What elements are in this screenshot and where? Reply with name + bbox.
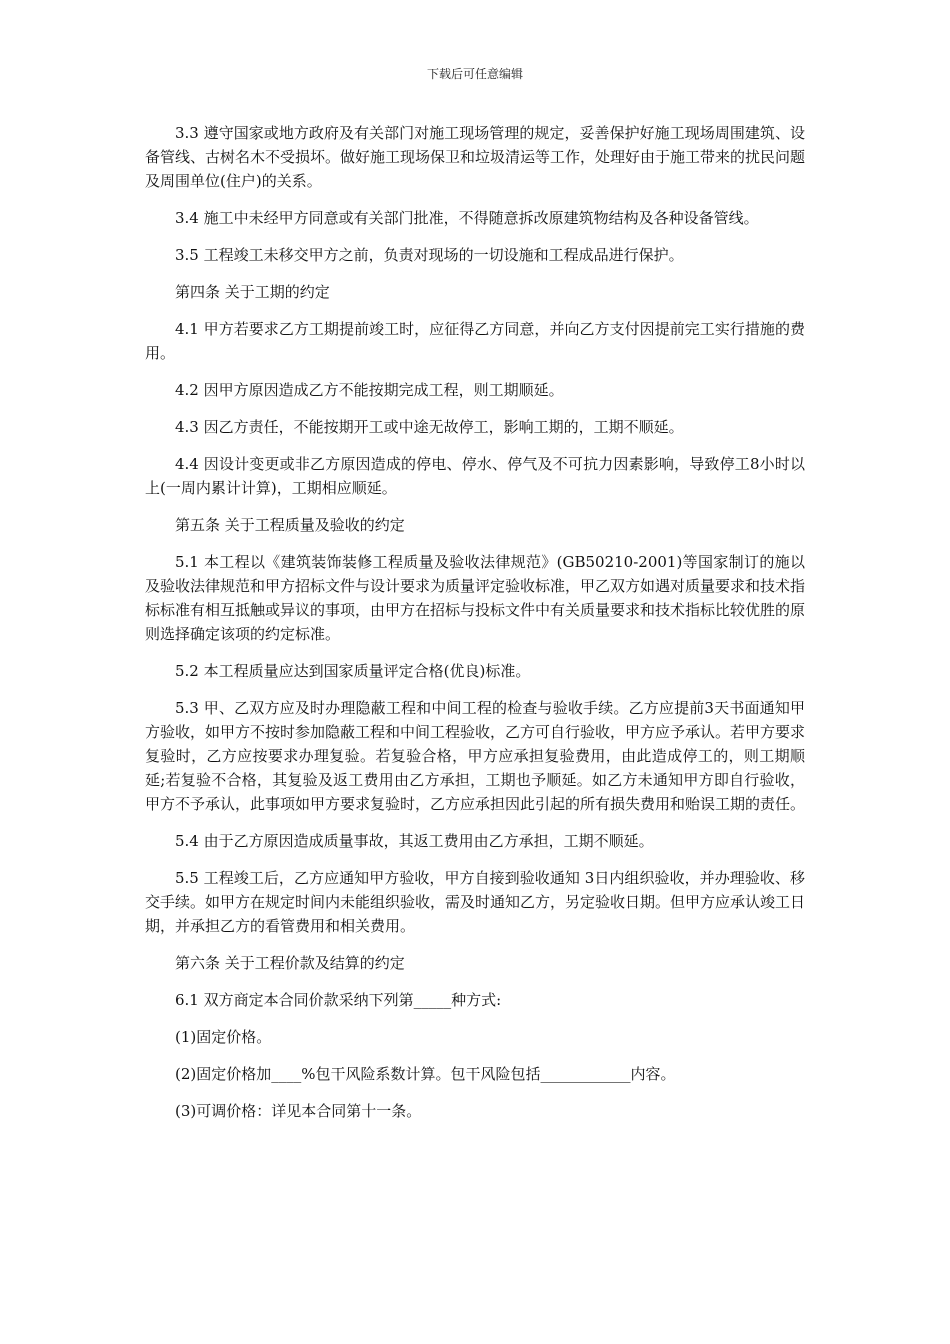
article-4-heading: 第四条 关于工期的约定 [175, 283, 330, 301]
article-5-heading: 第五条 关于工程质量及验收的约定 [175, 516, 405, 534]
option-2: (2)固定价格加____%包干风险系数计算。包干风险包括____________内容。 [175, 1065, 676, 1083]
clause-4-3: 4.3 因乙方责任，不能按期开工或中途无故停工，影响工期的，工期不顺延。 [175, 418, 684, 436]
clause-5-3: 5.3 甲、乙双方应及时办理隐蔽工程和中间工程的检查与验收手续。乙方应提前3天书面通知甲方验收，如甲方不按时参加隐蔽工程和中间工程验收，乙方可自行验收，甲方应予承认。若甲方要求复验时，乙方应按要求办理复验。若复验合格，甲方应承担复验费用，由此造成停工的，则工期顺延;若复验不合格，其复验及返工费用由乙方承担，工期也予顺延。如乙方未通知甲方即自行验收，甲方不予承认，此事项如甲方要求复验时，乙方应承担因此引起的所有损失费用和贻误工期的责任。 [145, 699, 806, 813]
article-6-heading: 第六条 关于工程价款及结算的约定 [175, 954, 405, 972]
clause-4-4: 4.4 因设计变更或非乙方原因造成的停电、停水、停气及不可抗力因素影响，导致停工8小时以上(一周内累计计算)，工期相应顺延。 [145, 455, 805, 497]
clause-5-2: 5.2 本工程质量应达到国家质量评定合格(优良)标准。 [175, 662, 531, 680]
clause-4-1: 4.1 甲方若要求乙方工期提前竣工时，应征得乙方同意，并向乙方支付因提前完工实行措施的费用。 [145, 320, 805, 362]
clause-5-4: 5.4 由于乙方原因造成质量事故，其返工费用由乙方承担，工期不顺延。 [175, 832, 654, 850]
page-header: 下载后可任意编辑 [426, 67, 523, 81]
clause-3-4: 3.4 施工中未经甲方同意或有关部门批准，不得随意拆改原建筑物结构及各种设备管线。 [175, 209, 759, 227]
clause-5-1: 5.1 本工程以《建筑装饰装修工程质量及验收法律规范》(GB50210-2001)等国家制订的施以及验收法律规范和甲方招标文件与设计要求为质量评定验收标准，甲乙双方如遇对质量要求和技术指标标准有相互抵触或异议的事项，由甲方在招标与投标文件中有关质量要求和技术指标比较优胜的原则选择确定该项的约定标准。 [145, 553, 806, 643]
clause-5-5: 5.5 工程竣工后，乙方应通知甲方验收，甲方自接到验收通知 3日内组织验收，并办理验收、移交手续。如甲方在规定时间内未能组织验收，需及时通知乙方，另定验收日期。但甲方应承认竣工日期，并承担乙方的看管费用和相关费用。 [145, 869, 806, 935]
clause-3-3: 3.3 遵守国家或地方政府及有关部门对施工现场管理的规定，妥善保护好施工现场周围建筑、设备管线、古树名木不受损坏。做好施工现场保卫和垃圾清运等工作，处理好由于施工带来的扰民问题及周围单位(住户)的关系。 [145, 124, 806, 190]
clause-3-5: 3.5 工程竣工未移交甲方之前，负责对现场的一切设施和工程成品进行保护。 [175, 246, 684, 264]
clause-4-2: 4.2 因甲方原因造成乙方不能按期完成工程，则工期顺延。 [175, 381, 564, 399]
clause-6-1: 6.1 双方商定本合同价款采纳下列第_____种方式: [175, 991, 502, 1009]
option-1: (1)固定价格。 [175, 1028, 272, 1046]
option-3: (3)可调价格：详见本合同第十一条。 [175, 1102, 422, 1120]
document-body [145, 121, 805, 1136]
